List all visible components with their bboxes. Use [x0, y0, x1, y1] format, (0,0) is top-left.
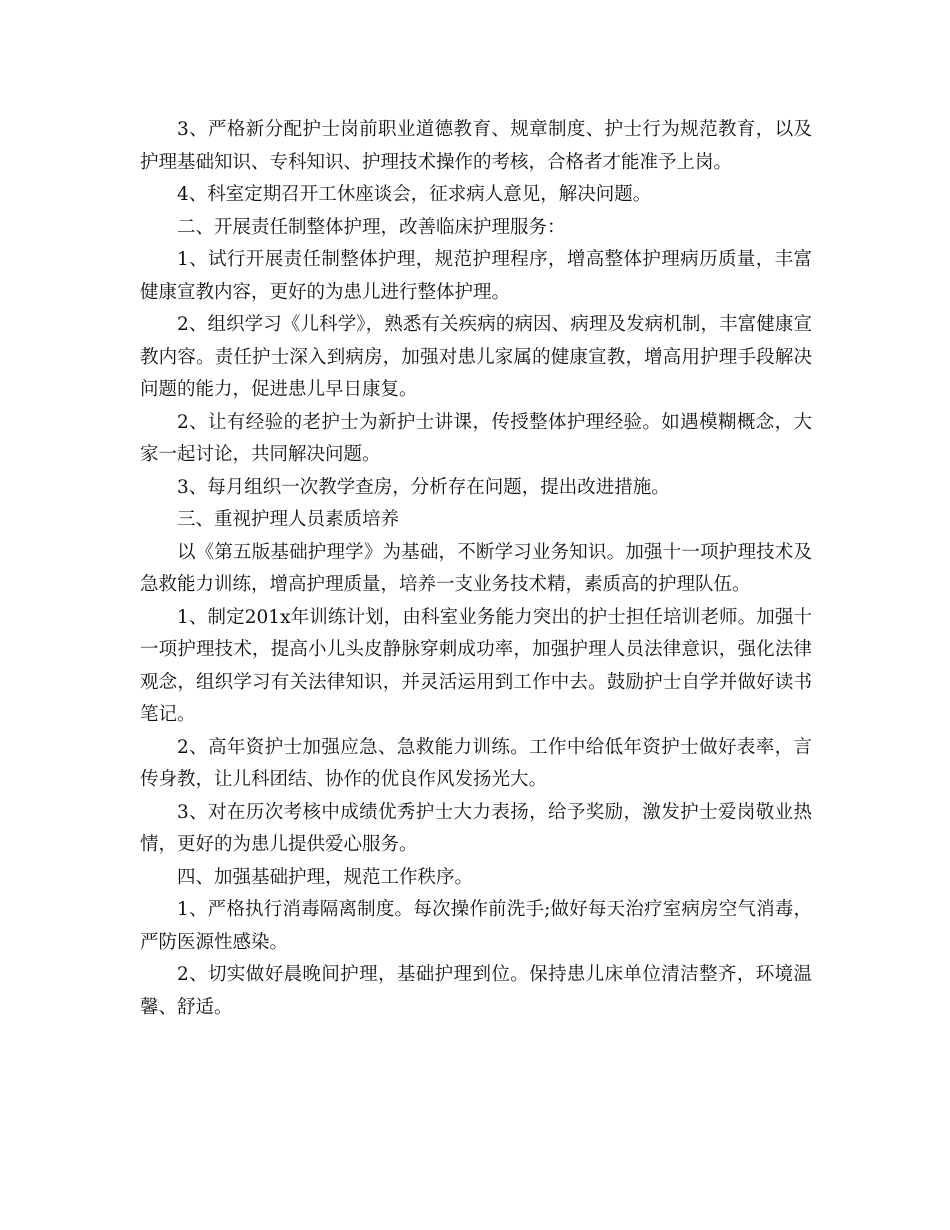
- paragraph-item: 2、组织学习《儿科学》，熟悉有关疾病的病因、病理及发病机制，丰富健康宣教内容。责任护士深入到病房，加强对患儿家属的健康宣教，增高用护理手段解决问题的能力，促进患儿早日康复。: [140, 314, 812, 400]
- paragraph-item: 1、严格执行消毒隔离制度。每次操作前洗手;做好每天治疗室病房空气消毒，严防医源性感染。: [140, 899, 812, 953]
- document-page: [140, 114, 812, 1024]
- paragraph-item: 2、高年资护士加强应急、急救能力训练。工作中给低年资护士做好表率，言传身教，让儿科团结、协作的优良作风发扬光大。: [140, 736, 812, 790]
- section-heading: 四、加强基础护理，规范工作秩序。: [177, 866, 474, 888]
- section-heading: 三、重视护理人员素质培养: [177, 509, 400, 530]
- paragraph-item: 3、每月组织一次教学查房，分析存在问题，提出改进措施。: [177, 476, 670, 498]
- paragraph-item: 2、切实做好晨晚间护理，基础护理到位。保持患儿床单位清洁整齐，环境温馨、舒适。: [140, 964, 812, 1018]
- paragraph-item: 2、让有经验的老护士为新护士讲课，传授整体护理经验。如遇模糊概念，大家一起讨论，共同解决问题。: [140, 411, 812, 465]
- paragraph-item: 3、严格新分配护士岗前职业道德教育、规章制度、护士行为规范教育，以及护理基础知识、专科知识、护理技术操作的考核，合格者才能准予上岗。: [140, 119, 812, 173]
- paragraph-item: 3、对在历次考核中成绩优秀护士大力表扬，给予奖励，激发护士爱岗敬业热情，更好的为患儿提供爱心服务。: [140, 801, 812, 855]
- paragraph-item: 4、科室定期召开工休座谈会，征求病人意见，解决问题。: [177, 184, 652, 205]
- paragraph-item: 1、制定201x年训练计划，由科室业务能力突出的护士担任培训老师。加强十一项护理技术，提高小儿头皮静脉穿刺成功率，加强护理人员法律意识，强化法律观念，组织学习有关法律知识，并灵活运用到工作中去。鼓励护士自学并做好读书笔记。: [140, 606, 812, 725]
- paragraph-item: 1、试行开展责任制整体护理，规范护理程序，增高整体护理病历质量，丰富健康宣教内容，更好的为患儿进行整体护理。: [140, 249, 812, 303]
- section-heading: 二、开展责任制整体护理，改善临床护理服务：: [177, 216, 566, 238]
- paragraph-item: 以《第五版基础护理学》为基础，不断学习业务知识。加强十一项护理技术及急救能力训练，增高护理质量，培养一支业务技术精，素质高的护理队伍。: [140, 541, 812, 595]
